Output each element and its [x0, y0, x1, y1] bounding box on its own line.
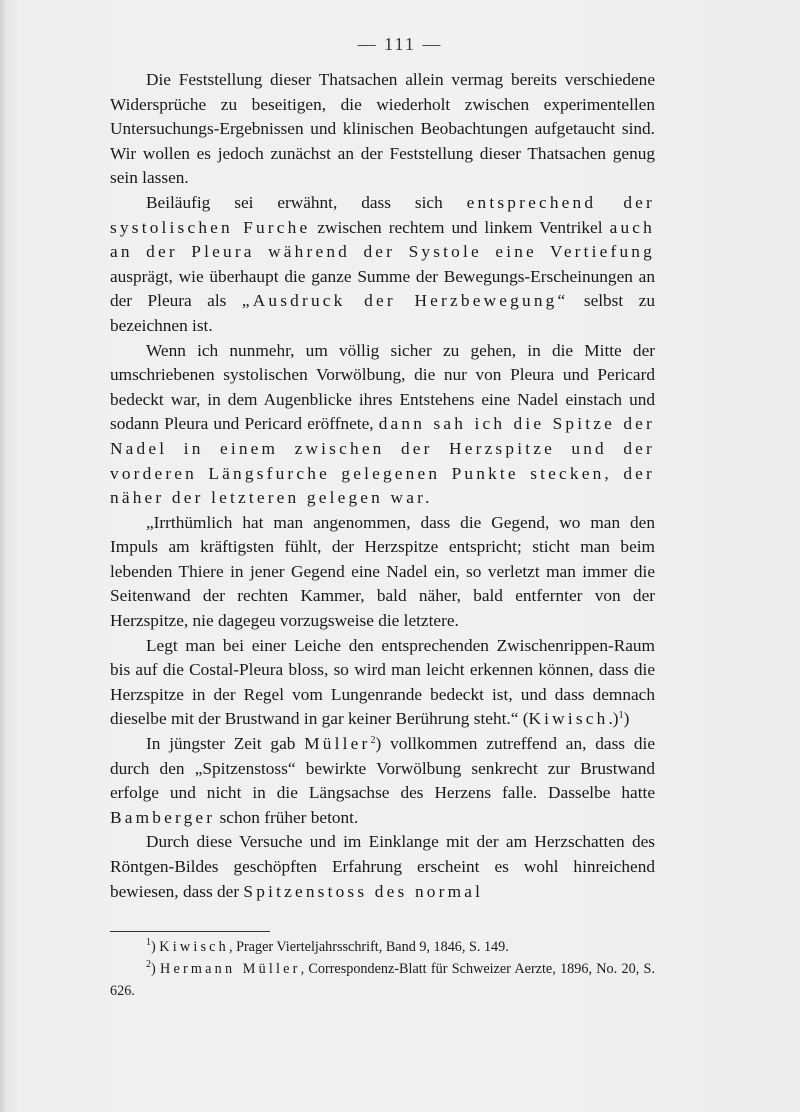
spaced-emphasis: dann sah ich die Spitze der Nadel in einem zwischen der Herzspitze und der vorderen Längsfurche gelegenen Punkte stecken, der näher der letzteren gelegen war. — [110, 414, 655, 508]
paragraph — [110, 511, 655, 634]
footnote-text: , Correspondenz-Blatt für Schweizer Aerzte, 1896, No. 20, S. 626. — [110, 961, 655, 999]
text-run: .) — [608, 709, 619, 729]
footnote-ref: 1 — [618, 710, 624, 722]
paragraph — [110, 68, 655, 191]
text-run: ausprägt, wie überhaupt die ganze Summe der Bewegungs-Erscheinungen an der Pleura als — [110, 266, 655, 311]
quote-run: „Irrthümlich hat man angenommen, dass die Gegend, wo man den Impuls am kräftigsten fühlt, der Herzspitze entspricht; sticht man beim lebenden Thiere in jener Gegend eine Nadel ein, so verletzt man immer die Seitenwand der rechten Kammer, bald näher, bald entfernter von der Herzspitze, nie dagegeu vorzugsweise die letztere. — [110, 512, 655, 631]
author-name: Müller — [304, 734, 371, 754]
spaced-emphasis: Spitzenstoss des normal — [243, 881, 484, 901]
footnote: $^2$) Hermann Müller, Correspondenz-Blatt für Schweizer Aerzte, 1896, No. 20, S. 626. — [110, 959, 655, 999]
footnote-author: Hermann Müller — [160, 961, 301, 977]
paragraph — [110, 191, 655, 339]
author-name: Kiwisch — [528, 709, 609, 729]
text-run: In jüngster Zeit gab — [146, 734, 305, 754]
text-run: Wenn ich nunmehr, um völlig sicher zu gehen, in die Mitte der umschriebenen systolischen Vorwölbung, die nur von Pleura und Pericard bedeckt war, in dem Augenblicke ihres Entstehens eine Nadel einstach und sodann Pleura und Pericard eröffnete, — [110, 340, 655, 434]
author-name: Bamberger — [110, 807, 216, 827]
text-run: Durch diese Versuche und im Einklange mit der am Herzschatten des Röntgen-Bildes geschöpften Erfahrung erscheint es wohl hinreichend bewiesen, dass der — [110, 832, 655, 901]
text-run: ) — [623, 709, 630, 729]
text-run: schon früher betont. — [215, 807, 359, 827]
spaced-emphasis: entsprechend der systolischen Furche — [110, 192, 655, 237]
footnote-author: Kiwisch — [159, 939, 229, 955]
footnote-ref: 2 — [370, 735, 376, 747]
footnote-text: , Prager Vierteljahrsschrift, Band 9, 1846, S. 149. — [228, 939, 509, 955]
text-run: zwischen rechtem und linkem Ventrikel — [310, 217, 610, 237]
paragraph — [110, 830, 655, 904]
footnotes — [110, 936, 655, 1002]
spaced-emphasis: „Ausdruck der Herzbewegung“ — [241, 291, 569, 311]
text-run: ) vollkommen zutreffend an, dass die durch den „Spitzenstoss“ bewirkte Vorwölbung senkrecht zur Brustwand erfolge und nicht in die Längsachse des Herzens falle. Dasselbe hatte — [110, 734, 655, 803]
body-text — [110, 68, 655, 904]
footnote-mark: 2 — [146, 959, 151, 970]
paragraph — [110, 634, 655, 732]
text-run: Beiläufig sei erwähnt, dass sich — [146, 192, 467, 212]
text-run: Die Feststellung dieser Thatsachen allein vermag bereits verschiedene Widersprüche zu beseitigen, die wiederholt zwischen experimentellen Untersuchungs-Ergebnissen und klinischen Beobachtungen aufgetaucht sind. Wir wollen es jedoch zunächst an der Feststellung dieser Thatsachen genug sein lassen. — [110, 70, 655, 188]
quote-run: Legt man bei einer Leiche den entsprechenden Zwischenrippen-Raum bis auf die Costal-Pleura bloss, so wird man leicht erkennen können, dass die Herzspitze in der Regel vom Lungenrande bedeckt ist, und dass demnach dieselbe mit der Brustwand in gar keiner Berührung steht.“ ( — [110, 635, 655, 729]
paragraph — [110, 339, 655, 511]
spaced-emphasis: auch an der Pleura während der Systole eine Vertiefung — [110, 217, 655, 262]
footnote-mark: 1 — [146, 937, 151, 948]
page-number: — 111 — — [357, 34, 443, 54]
footnote-rule — [110, 931, 270, 932]
text-run: selbst zu bezeichnen ist. — [110, 291, 655, 335]
footnote: $^1$) Kiwisch, Prager Vierteljahrsschrift, Band 9, 1846, S. 149. — [146, 937, 509, 955]
paragraph — [110, 732, 655, 830]
